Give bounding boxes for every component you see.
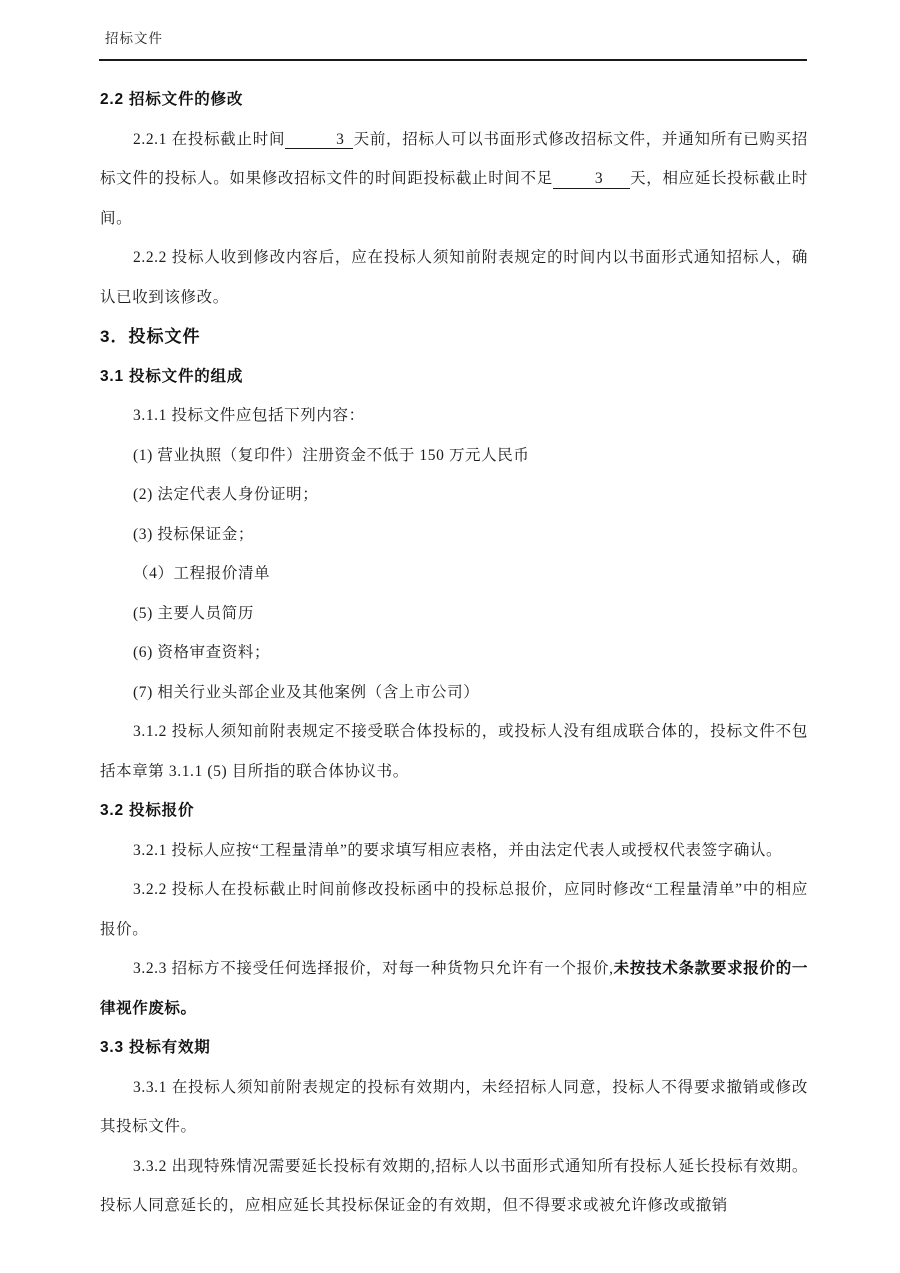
para-3-2-3-text: 3.2.3 招标方不接受任何选择报价，对每一种货物只允许有一个报价, [133, 960, 614, 977]
para-2-2-1-text-c: 天，相应延长投标截止时间。 [100, 170, 808, 227]
para-2-2-2: 2.2.2 投标人收到修改内容后，应在投标人须知前附表规定的时间内以书面形式通知招标人，确认已收到该修改。 [100, 249, 808, 306]
para-2-2-1 [100, 120, 808, 239]
para-3-2-3-bold-warning: 未按技术条款要求报价的一律视作废标。 [100, 960, 809, 1017]
header-divider [99, 59, 807, 61]
para-3-1-1: 3.1.1 投标文件应包括下列内容： [133, 407, 365, 424]
para-2-2-1-text-a: 2.2.1 在投标截止时间 [133, 130, 286, 148]
list-item-7: (7) 相关行业头部企业及其他案例（含上市公司） [133, 683, 480, 701]
fill-in-blank-days-1: 3 [285, 132, 353, 150]
fill-in-blank-days-2: 3 [553, 171, 630, 189]
list-item-3: (3) 投标保证金； [133, 525, 254, 543]
list-item-1: (1) 营业执照（复印件）注册资金不低于 150 万元人民币 [133, 446, 530, 464]
para-3-2-2: 3.2.2 投标人在投标截止时间前修改投标函中的投标总报价，应同时修改“工程量清单”中的相应报价。 [100, 881, 808, 938]
para-3-2-1: 3.2.1 投标人应按“工程量清单”的要求填写相应表格，并由法定代表人或授权代表签字确认。 [133, 841, 783, 859]
heading-3-bid-documents: 3．投标文件 [100, 327, 201, 346]
para-3-3-1: 3.3.1 在投标人须知前附表规定的投标有效期内，未经招标人同意，投标人不得要求撤销或修改其投标文件。 [100, 1078, 808, 1135]
page-header-title: 招标文件 [105, 31, 163, 46]
document-body [100, 80, 808, 1226]
para-3-2-3 [100, 949, 808, 1028]
list-item-5: (5) 主要人员简历 [133, 604, 254, 622]
heading-3-2-bid-price: 3.2 投标报价 [100, 802, 195, 819]
list-item-6: (6) 资格审查资料； [133, 644, 271, 661]
para-3-3-2: 3.3.2 出现特殊情况需要延长投标有效期的,招标人以书面形式通知所有投标人延长投标有效期。投标人同意延长的，应相应延长其投标保证金的有效期，但不得要求或被允许修改或撤销 [100, 1157, 808, 1214]
heading-2-2-modification: 2.2 招标文件的修改 [100, 91, 244, 108]
list-item-2: (2) 法定代表人身份证明； [133, 486, 319, 503]
para-3-1-2: 3.1.2 投标人须知前附表规定不接受联合体投标的，或投标人没有组成联合体的，投标文件不包括本章第 3.1.1 (5) 目所指的联合体协议书。 [100, 723, 808, 780]
heading-3-3-validity-period: 3.3 投标有效期 [100, 1039, 211, 1056]
heading-3-1-composition: 3.1 投标文件的组成 [100, 367, 244, 385]
list-item-4: （4）工程报价清单 [133, 565, 271, 582]
para-2-2-1-text-b: 天前，招标人可以书面形式修改招标文件，并通知所有已购买招标文件的投标人。如果修改招标文件的时间距投标截止时间不足 [100, 130, 808, 187]
